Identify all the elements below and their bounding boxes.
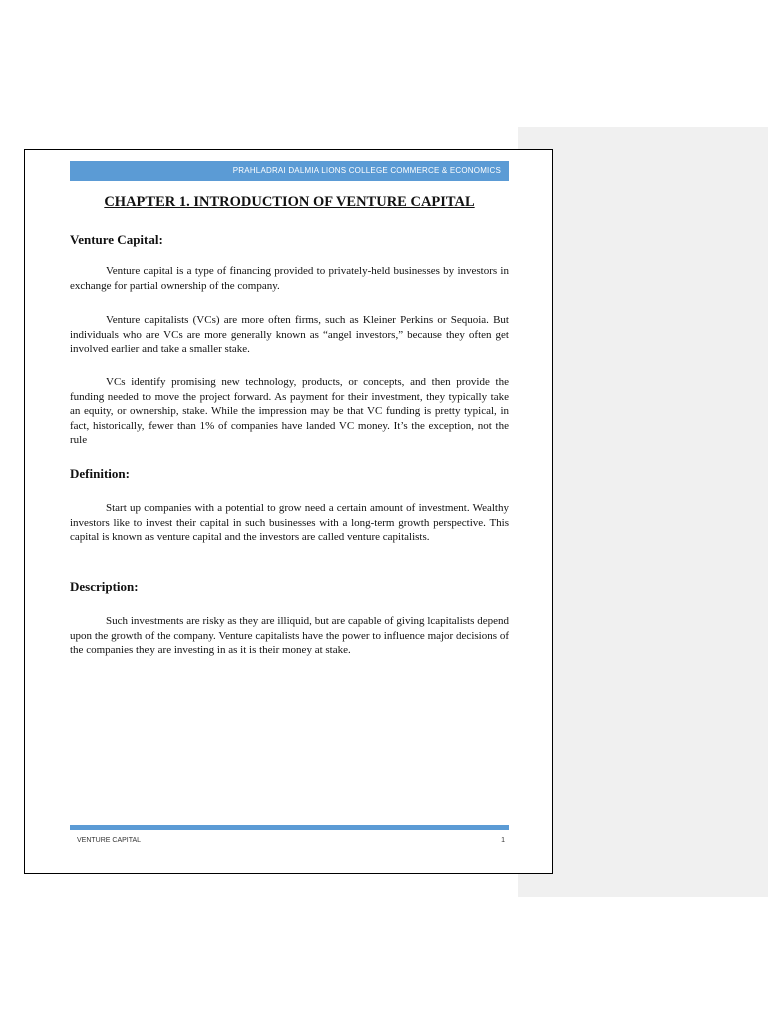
- document-page: [24, 149, 553, 874]
- paragraph-vc-3: VCs identify promising new technology, products, or concepts, and then provide the funding needed to move the project forward. As payment for their investment, they typically take an equity, or ownership, stake. While the impression may be that VC funding is pretty typical, in fact, historically, fewer than 1% of companies have landed VC money. It’s the exception, not the rule: [70, 376, 509, 447]
- paragraph-vc-1: Venture capital is a type of financing provided to privately-held businesses by investors in exchange for partial ownership of the company.: [70, 265, 509, 292]
- page-number: 1: [501, 837, 505, 844]
- page-header-bar: [70, 161, 509, 181]
- paragraph-definition: Start up companies with a potential to grow need a certain amount of investment. Wealthy investors like to invest their capital in such businesses with a long-term growth perspective. This capital is known as venture capital and the investors are called venture capitalists.: [70, 502, 509, 544]
- page-footer-bar: [70, 825, 509, 830]
- footer-title: VENTURE CAPITAL: [77, 837, 142, 844]
- header-college-name: PRAHLADRAI DALMIA LIONS COLLEGE COMMERCE & ECONOMICS: [232, 166, 501, 175]
- heading-description: Description:: [70, 579, 139, 594]
- chapter-title: CHAPTER 1. INTRODUCTION OF VENTURE CAPITAL: [104, 194, 475, 210]
- heading-venture-capital: Venture Capital:: [70, 232, 163, 247]
- paragraph-description: Such investments are risky as they are illiquid, but are capable of giving lcapitalists depend upon the growth of the company. Venture capitalists have the power to influence major decisions of the companies they are investing in as it is their money at stake.: [70, 615, 509, 657]
- paragraph-vc-2: Venture capitalists (VCs) are more often firms, such as Kleiner Perkins or Sequoia. But individuals who are VCs are more generally known as “angel investors,” because they often get involved earlier and take a smaller stake.: [70, 314, 509, 356]
- comment-pane: [518, 127, 768, 897]
- heading-definition: Definition:: [70, 466, 130, 481]
